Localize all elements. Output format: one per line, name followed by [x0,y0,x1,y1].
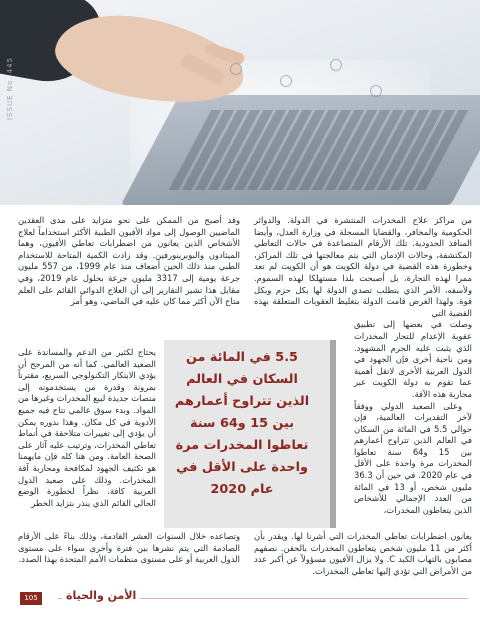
article-bottom-right [254,531,472,577]
paragraph: وعلى الصعيد الدولي ووفقاً لآخر التقديرات العالمية، فإن حوالي 5.5 في المائة من السكان في العالم الذين تتراوح أعمارهم بين 15 و64 سنة تعاطوا المخدرات مرة واحدة على الأقل في عام 2020. في حين أن 36.3 مليون شخص، أو 13 في المائة من العدد الإجمالي للأشخاص الذين يتعاطون المخدرات، [354,400,472,515]
article-column-left [18,215,240,508]
pull-quote: 5.5 في المائة من السكان في العالم الذين تتراوح أعمارهم بين 15 و64 سنة تعاطوا المخدرات مرة واحدة على الأقل في عام 2020 [174,350,310,497]
circle-icon [370,85,382,97]
article-bottom-left [18,531,240,566]
page-footer [0,588,480,617]
circle-icon [330,59,342,71]
circle-icon [230,63,242,75]
page-number: 105 [20,592,42,605]
floating-icons [220,55,400,115]
paragraph: من مراكز علاج المخدرات المنتشرة في الدولة. والدوائر الحكومية والمخافر، والقضايا المسجلة في وزارة العدل، وأيضا المنافذ الحدودية. تلك الأرقام المتصاعدة في حالات التعاطي المكتشفة، وحالات الإدمان التي يتم معالجتها في تلك المراكز، وخطورة هذه القضية في دولة الكويت هو أن الكويت لم تعد ممرا لهذه التجارة، بل أصبحت بلدا مستهلكا لهذه السموم. ولأسفه، الأمر الذي يتطلب تصدي الدولة لها بكل حزم وبكل قوة. ولهذا الغرض قامت الدولة بتغليظ العقوبات المتعلقة بهذه القضية التي [254,215,472,318]
magazine-name: الأمن والحياة [62,589,140,602]
hero-image [0,0,480,205]
paragraph: وتصاعده خلال السنوات العشر القادمة، وذلك بناءً على الأرقام الصادمة التي يتم نشرها بين فترة وأخرى سواء على مستوى الدول العربية أو على مستوى منظمات الأمم المتحدة بهذا الصدد. [18,531,240,565]
paragraph: وصلت في بعضها إلى تطبيق عقوبة الإعدام للتجار المخدرات الذي يثبت عليه الجرم المشهود. ومن ناحية أخرى فإن الجهود في الدول العربية الأخرى لاتقل أهمية عما تقوم به دولة الكويت عبر محاربة هذه الآفة. [354,319,472,399]
keyboard-illustration [169,110,472,190]
paragraph: يعانون اضطرابات تعاطي المخدرات التي أشرنا لها. ويقدر بأن أكثر من 11 مليون شخص يتعاطون المخدرات بالحقن. نصفهم مصابون بالتهاب الكبد C. ولا يزال الأفيون مسؤولاً عن أكبر عدد من الأمراض التي تؤدي إليها تعاطي المخدرات. [254,531,473,576]
issue-label: ISSUE No. 445 [6,57,14,120]
paragraph: وقد أصبح من الممكن على نحو متزايد على مدى العقدين الماضيين الوصول إلى مواد الأفيون الطبية الأكثر استخداماً لعلاج الأشخاص الذين يعانون من اضطرابات تعاطي الأفيون، وهما الميثادون والبوبرينورفين. وقد زادت الكمية المتاحة للاستخدام الطبي منذ ذلك الحين أضعاف منذ عام 1999، من 557 مليون جرعة يومية إلى 3317 مليون جرعة بحلول عام 2019، وفي مقابل هذا تشير التقارير إلى أن العلاج الدوائي القائم على العلم متاح الآن أكثر مما كان عليه في الماضي، وهو أمر [18,215,240,307]
paragraph: يحتاج لكثير من الدعم والمساندة على الصعيد العالمي. كما أنه من المرجح أن يؤدي الابتكار التكنولوجي السريع، مقترناً بمرونة وقدرة من يستخدمونه إلى منصات جديدة لبيع المخدرات وغيرها من المواد. وبدء سوق عالمي تتاح فيه جميع الأدوية في كل مكان. وهذا بدوره يمكن أن يؤدي إلى تغييرات متلاحقة في أنماط تعاطي المخدرات، وترتيب عليه آثار على الصحة العامة. ومن هنا كله فإن مايهمنا هو تكثيف الجهود لمكافحة ومحاربة آفة المخدرات. وذلك على صعيد الدول العربية كافة. نظراً لخطورة الوضع الحالي القائم الذي ينذر بتزايد الخطر [18,347,156,508]
circle-icon [280,75,292,87]
